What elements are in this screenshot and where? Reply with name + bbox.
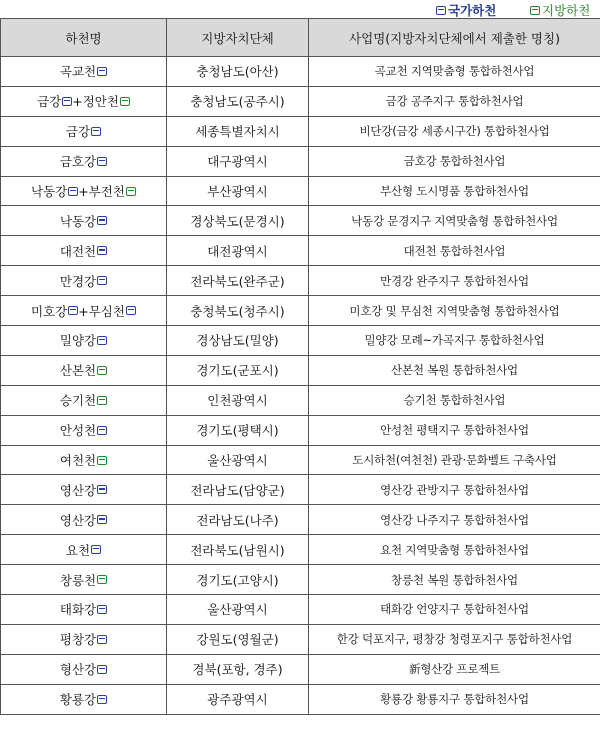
- river-name: [60, 242, 107, 260]
- table-row: [1, 176, 600, 206]
- river-name: [60, 331, 107, 349]
- river-name-text: 금강: [65, 124, 91, 140]
- local-government-cell: 충청남도(공주시): [167, 86, 309, 116]
- local-government-cell: 경기도(평택시): [167, 415, 309, 445]
- legend-local-label: 지방하천: [542, 3, 591, 18]
- local-government-cell: 충청남도(아산): [167, 57, 309, 87]
- table-row: [1, 654, 600, 684]
- river-name-text: 금호강: [59, 154, 97, 170]
- river-name: [66, 122, 101, 140]
- table-row: [1, 684, 600, 714]
- river-name-cell: [1, 116, 167, 146]
- table-row: [1, 326, 600, 356]
- river-name-text: 창릉천: [59, 572, 97, 588]
- table-row: [1, 355, 600, 385]
- river-name-text: 낙동강: [31, 184, 68, 199]
- local-government-cell: 충청북도(청주시): [167, 296, 309, 326]
- table-row: [1, 296, 600, 326]
- river-name-text: 무심천: [88, 303, 125, 319]
- river-name-cell: [1, 86, 167, 116]
- river-name-cell: [1, 505, 167, 535]
- local-river-icon: [97, 456, 107, 465]
- national-river-icon: [97, 216, 107, 225]
- river-name: [89, 302, 136, 320]
- river-name-cell: [1, 176, 167, 206]
- project-name-cell: 밀양강 모례~가곡지구 통합하천사업: [309, 326, 600, 356]
- river-name-text: 여천천: [59, 453, 97, 469]
- river-name: [60, 690, 107, 708]
- river-name-cell: [1, 355, 167, 385]
- project-name-cell: 곡교천 지역맞춤형 통합하천사업: [309, 57, 600, 87]
- river-name: [83, 92, 130, 110]
- table-row: [1, 505, 600, 535]
- table-row: [1, 146, 600, 176]
- table-row: [1, 206, 600, 236]
- local-river-icon: [97, 396, 107, 405]
- river-separator: +: [72, 94, 83, 110]
- table-row: [1, 445, 600, 475]
- river-name-text: 태화강: [59, 602, 97, 618]
- national-river-icon: [97, 426, 107, 435]
- local-government-cell: 경상남도(밀양): [167, 326, 309, 356]
- table-header-row: [1, 19, 600, 57]
- local-government-cell: 전라북도(남원시): [167, 535, 309, 565]
- river-separator: +: [78, 303, 89, 319]
- river-name-text: 낙동강: [59, 213, 97, 229]
- river-name-text: 정안천: [82, 94, 119, 110]
- river-name-cell: [1, 624, 167, 654]
- local-government-cell: 경기도(고양시): [167, 565, 309, 595]
- local-government-cell: 광주광역시: [167, 684, 309, 714]
- national-river-icon: [68, 306, 78, 315]
- river-name-text: 산본천: [59, 363, 97, 379]
- local-government-cell: 대구광역시: [167, 146, 309, 176]
- table-row: [1, 236, 600, 266]
- river-name: [60, 391, 107, 409]
- local-government-cell: 울산광역시: [167, 445, 309, 475]
- table-row: [1, 565, 600, 595]
- national-river-icon: [97, 605, 107, 614]
- local-government-cell: 강원도(영월군): [167, 624, 309, 654]
- project-name-cell: 부산형 도시명품 통합하천사업: [309, 176, 600, 206]
- river-name-cell: [1, 535, 167, 565]
- local-government-cell: 울산광역시: [167, 595, 309, 625]
- river-name-text: 승기천: [59, 393, 97, 409]
- local-government-cell: 경북(포항, 경주): [167, 654, 309, 684]
- project-name-cell: 금강 공주지구 통합하천사업: [309, 86, 600, 116]
- national-river-icon: [91, 545, 101, 554]
- table-row: [1, 415, 600, 445]
- local-government-cell: 경상북도(문경시): [167, 206, 309, 236]
- river-name-text: 곡교천: [59, 64, 97, 80]
- table-body: [1, 57, 600, 715]
- project-name-cell: 창릉천 복원 통합하천사업: [309, 565, 600, 595]
- national-river-icon: [97, 157, 107, 166]
- local-river-icon: [97, 366, 107, 375]
- project-name-cell: 안성천 평택지구 통합하천사업: [309, 415, 600, 445]
- river-name-text: 만경강: [59, 273, 97, 289]
- river-name-cell: [1, 206, 167, 236]
- river-name: [60, 152, 107, 170]
- river-name: [60, 481, 107, 499]
- national-river-icon: [62, 97, 72, 106]
- river-name-cell: [1, 565, 167, 595]
- river-name: [89, 182, 136, 200]
- river-separator: +: [78, 184, 89, 199]
- project-name-cell: 도시하천(여천천) 관광·문화벨트 구축사업: [309, 445, 600, 475]
- national-river-icon: [97, 336, 107, 345]
- project-name-cell: 황룡강 황룡지구 통합하천사업: [309, 684, 600, 714]
- river-name-text: 밀양강: [59, 333, 97, 349]
- river-name-cell: [1, 266, 167, 296]
- river-name-cell: [1, 445, 167, 475]
- project-name-cell: 금호강 통합하천사업: [309, 146, 600, 176]
- project-name-cell: 미호강 및 무심천 지역맞춤형 통합하천사업: [309, 296, 600, 326]
- table-row: [1, 86, 600, 116]
- local-river-icon: [97, 575, 107, 584]
- river-project-table: [0, 18, 600, 715]
- national-river-icon: [126, 306, 136, 315]
- river-name: [60, 361, 107, 379]
- river-name-text: 미호강: [31, 303, 68, 319]
- table-row: [1, 116, 600, 146]
- project-name-cell: 新형산강 프로젝트: [309, 654, 600, 684]
- table-row: [1, 595, 600, 625]
- project-name-cell: 대전천 통합하천사업: [309, 236, 600, 266]
- project-name-cell: 영산강 나주지구 통합하천사업: [309, 505, 600, 535]
- national-river-icon: [436, 6, 446, 15]
- river-name: [31, 302, 78, 320]
- river-name-cell: [1, 684, 167, 714]
- table-row: [1, 385, 600, 415]
- legend-local: [530, 1, 590, 19]
- river-name: [37, 92, 72, 110]
- local-river-icon: [120, 97, 130, 106]
- river-name: [31, 182, 78, 200]
- river-name-text: 부전천: [88, 184, 125, 199]
- header-local-government: 지방자치단체: [167, 19, 309, 57]
- project-name-cell: 태화강 언양지구 통합하천사업: [309, 595, 600, 625]
- local-government-cell: 전라북도(완주군): [167, 266, 309, 296]
- header-project-name: 사업명(지방자치단체에서 제출한 명칭): [309, 19, 600, 57]
- river-name-cell: [1, 326, 167, 356]
- project-name-cell: 한강 덕포지구, 평창강 청령포지구 통합하천사업: [309, 624, 600, 654]
- table-row: [1, 57, 600, 87]
- legend-national: [436, 1, 496, 19]
- table-row: [1, 475, 600, 505]
- legend: [0, 0, 600, 18]
- national-river-icon: [68, 187, 78, 196]
- river-name-text: 금강: [37, 94, 62, 110]
- table-row: [1, 535, 600, 565]
- local-river-icon: [530, 6, 540, 15]
- river-name-text: 평창강: [59, 632, 97, 648]
- river-name: [60, 212, 107, 230]
- table-row: [1, 624, 600, 654]
- river-name: [60, 511, 107, 529]
- national-river-icon: [91, 127, 101, 136]
- river-name: [60, 660, 107, 678]
- river-name-cell: [1, 475, 167, 505]
- table-row: [1, 266, 600, 296]
- river-name-text: 안성천: [59, 423, 97, 439]
- national-river-icon: [97, 246, 107, 255]
- river-name-cell: [1, 595, 167, 625]
- local-government-cell: 인천광역시: [167, 385, 309, 415]
- river-name: [60, 600, 107, 618]
- local-river-icon: [126, 187, 136, 196]
- local-government-cell: 대전광역시: [167, 236, 309, 266]
- river-name: [60, 451, 107, 469]
- national-river-icon: [97, 515, 107, 524]
- project-name-cell: 만경강 완주지구 통합하천사업: [309, 266, 600, 296]
- river-name-cell: [1, 654, 167, 684]
- river-name-text: 요천: [65, 542, 91, 558]
- river-name: [60, 421, 107, 439]
- project-name-cell: 승기천 통합하천사업: [309, 385, 600, 415]
- legend-national-label: 국가하천: [448, 3, 497, 18]
- local-government-cell: 전라남도(담양군): [167, 475, 309, 505]
- national-river-icon: [97, 635, 107, 644]
- project-name-cell: 요천 지역맞춤형 통합하천사업: [309, 535, 600, 565]
- river-name-cell: [1, 385, 167, 415]
- local-government-cell: 세종특별자치시: [167, 116, 309, 146]
- river-name: [60, 62, 107, 80]
- river-name-cell: [1, 57, 167, 87]
- project-name-cell: 낙동강 문경지구 지역맞춤형 통합하천사업: [309, 206, 600, 236]
- local-government-cell: 부산광역시: [167, 176, 309, 206]
- project-name-cell: 영산강 관방지구 통합하천사업: [309, 475, 600, 505]
- river-name: [60, 630, 107, 648]
- local-government-cell: 전라남도(나주): [167, 505, 309, 535]
- river-name-cell: [1, 296, 167, 326]
- national-river-icon: [97, 67, 107, 76]
- local-government-cell: 경기도(군포시): [167, 355, 309, 385]
- header-river-name: 하천명: [1, 19, 167, 57]
- river-name: [60, 571, 107, 589]
- project-name-cell: 비단강(금강 세종시구간) 통합하천사업: [309, 116, 600, 146]
- river-name-cell: [1, 415, 167, 445]
- river-name-cell: [1, 146, 167, 176]
- national-river-icon: [97, 695, 107, 704]
- river-name: [66, 541, 101, 559]
- national-river-icon: [97, 485, 107, 494]
- national-river-icon: [97, 665, 107, 674]
- river-name: [60, 272, 107, 290]
- river-name-cell: [1, 236, 167, 266]
- river-name-text: 영산강: [59, 512, 97, 528]
- river-name-text: 대전천: [59, 243, 97, 259]
- project-name-cell: 산본천 복원 통합하천사업: [309, 355, 600, 385]
- river-name-text: 형산강: [59, 662, 97, 678]
- national-river-icon: [97, 276, 107, 285]
- river-name-text: 황룡강: [59, 692, 97, 708]
- river-name-text: 영산강: [59, 482, 97, 498]
